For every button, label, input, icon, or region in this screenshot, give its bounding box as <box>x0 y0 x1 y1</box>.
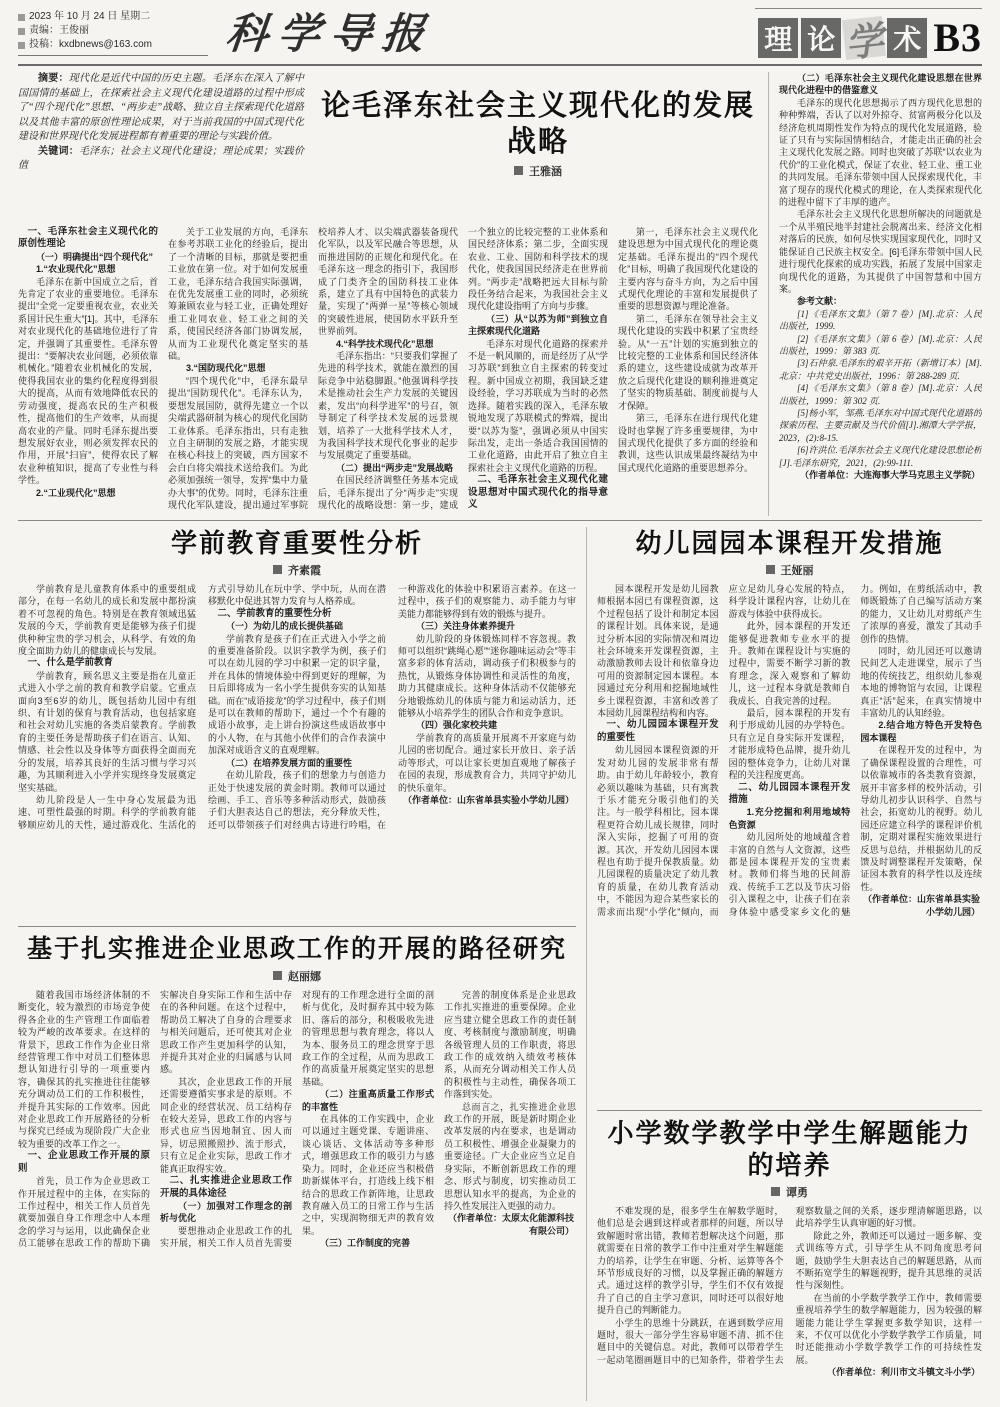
article-paragraph: 第三，毛泽东在进行现代化建设时也掌握了许多重要规律，为中国式现代化提供了多方面的经验和教训，这些认识成果最终凝结为中国式现代化道路的重要思想养分。 <box>618 413 758 473</box>
sub-heading: （三）从“以苏为师”到独立自主探索现代化道路 <box>468 313 608 337</box>
article-paragraph: 总而言之，扎实推进企业思政工作的开展，既是新时期企业改革发展的内在要求，也是调动员工积极性、增强企业凝聚力的重要途径。广大企业应当立足自身实际，不断创新思政工作的理念、形式与制度，切实推动员工思想认知水平的提高，为企业的持久性发展注入更强的动力。 <box>444 1101 576 1211</box>
article-paragraph: 毛泽东指出：“只要我们掌握了先进的科学技术，就能在激烈的国际竞争中站稳脚跟。”他强调科学技术是推动社会生产力发展的关键因素，发出“向科学进军”的号召，领导制定了科学技术发展的远景规划，培养了一大批科学技术人才，为我国科学技术现代化事业的起步与发展奠定了重要基础。 <box>318 351 458 461</box>
article1-body <box>18 226 758 514</box>
article-paragraph: 园本课程开发是幼儿园教师根据本园已有课程资源，这个过程包括了设计和制定本园的课程计划。具体来说，是通过分析本园的实际情况和周边社会环境来开发课程资源，主动激励教师去设计和依靠身边可用的资源制定园本课程。本园通过充分利用和挖掘地域性乡土课程资源，丰富和改善了本园幼儿园课程结构和内容。 <box>597 584 719 719</box>
article1 <box>18 66 982 521</box>
article4-byline: 赵丽娜 <box>18 968 576 984</box>
bullet-icon <box>18 28 25 35</box>
author-affiliation: （作者单位：太原太化能源科技有限公司） <box>447 1213 574 1236</box>
author-marker-icon <box>514 166 523 175</box>
bullet-icon <box>18 42 25 49</box>
author-affiliation: （作者单位：利川市文斗镇文斗小学） <box>826 1367 980 1378</box>
article-paragraph: 在幼儿阶段，孩子们的想象力与创造力正处于快速发展的黄金时期。教师可以通过绘画、手工、音乐等多种活动形式，鼓励孩子们大胆表达自己的想法，充分释放天性，还可以带领孩子们对经典古诗进行吟唱，在一种游戏化的体验中积累语言素养。在这一过程中，孩子们的观察能力、动手能力与审美能力都能够得到有效的锻炼与提升。 <box>208 584 576 830</box>
sub-heading: （二）提出“两步走”发展战略 <box>336 462 454 473</box>
abstract-text: 摘要：现代化是近代中国的历史主题。毛泽东在深入了解中国国情的基础上，在探索社会主义现代化建设道路的过程中形成了“四个现代化”思想、“两步走”战略、独立自主探索现代化道路以及其他丰富的原创性理论成果，对于当前我国的中国式现代化建设和世界现代化发展进程都有着重要的理论与实践价值。 <box>18 73 305 142</box>
author-marker-icon <box>273 565 282 574</box>
article-paragraph: 同时，幼儿园还可以邀请民间艺人走进课堂，展示了当地的传统技艺，组织幼儿参观本地的博物馆与农园，让课程真正“活”起来，在真实情境中丰富幼儿的认知经验。 <box>860 646 982 719</box>
section-char: 理 <box>758 18 798 58</box>
article2-body <box>18 583 576 919</box>
section-heading: 一、什么是学前教育 <box>27 657 114 669</box>
page-header <box>18 8 982 66</box>
article5-byline: 谭勇 <box>597 1184 982 1200</box>
article4 <box>18 933 576 1361</box>
submission-line: 投稿：kxdbnews@163.com <box>18 38 208 52</box>
sub-heading: （二）在培养发展方面的重要性 <box>226 757 353 768</box>
sub-heading: （三）工作制度的完善 <box>320 1238 411 1249</box>
article5-title: 小学数学教学中学生解题能力的培养 <box>607 1118 972 1180</box>
article-paragraph: 此外，园本课程的开发还能够促进教师专业水平的提升。教师在课程设计与实施的过程中，需要不断学习新的教育理念，深入观察和了解幼儿，这一过程本身就是教师自我成长、自我完善的过程。 <box>728 621 851 706</box>
article-paragraph: 幼儿园所处的地域蕴含着丰富的自然与人文资源，这些都是园本课程开发的宝贵素材。教师们将当地的民间游戏、传统手工艺以及节庆习俗引入课程之中，让孩子们在亲身体验中感受家乡文化的魅力。例如，在剪纸活动中，教师既锻炼了自己编写活动方案的能力，又让幼儿对剪纸产生了浓厚的喜爱，激发了其动手创作的热情。 <box>728 584 982 917</box>
author-marker-icon <box>273 971 282 980</box>
section-heading: 一、毛泽东社会主义现代化的原创性理论 <box>18 226 158 250</box>
reference-item: [3]石仲泉.毛泽东的艰辛开拓（新增订本）[M].北京：中共党史出版社，1996：第 288-289 页. <box>779 358 982 381</box>
keywords-text: 关键词：毛泽东；社会主义现代化建设；理论成果；实践价值 <box>18 145 305 171</box>
section-char: 学 <box>843 16 886 65</box>
sub-heading: （三）关注身体素养提升 <box>416 621 516 632</box>
article-paragraph: 随着我国市场经济体制的不断变化，较为激烈的市场竞争使得各企业的生产管理工作面临着较为严峻的改革要求。在这样的背景下，思政工作作为企业日常经营管理工作中对员工们整体思想认知进行引导的一项重要内容，确保其的扎实推进往往能够充分调动员工们的工作积极性，并提升其实际的工作效率。因此对企业思政工作开展路径的分析与探究已经成为现阶段广大企业较为重要的改革工作之一。 <box>18 990 150 1149</box>
author-affiliation: （作者单位：大连海事大学马克思主义学院） <box>799 470 980 480</box>
article3-body <box>597 583 982 1103</box>
article2-title: 学前教育重要性分析 <box>170 528 423 558</box>
article-paragraph: 毛泽东的现代化思想揭示了西方现代化思想的种种弊端，否认了以对外掠夺、贫富两极分化以及经济危机周期性发作为特点的现代化发展道路，验证了只有与实际国情相结合，才能走出正确的社会主义现代化发展之路。同时也突破了苏联“以农业为代价”的工业化模式，保证了农业、轻工业、重工业的共同发展。毛泽东带领中国人民探索现代化，丰富了现存的现代化模式的理论，在人类探索现代化的进程中留下了丰厚的遗产。 <box>779 97 982 208</box>
sub-heading: 1.“农业现代化”思想 <box>36 264 116 275</box>
section-heading: 一、企业思政工作开展的原则 <box>18 1150 150 1174</box>
article-paragraph: 学前教育的高质量开展离不开家庭与幼儿园的密切配合。通过家长开放日、亲子活动等形式，可以让家长更加直观地了解孩子在园的表现，形成教育合力，共同守护幼儿的快乐童年。 <box>398 732 576 793</box>
article-paragraph: 首先，员工作为企业思政工作开展过程中的主体，在实际的工作过程中，相关工作人员首先就要加强自身工作理念中人本理念的学习与运用，以此确保企业员工能够在思政工作的帮助下确实解决自身实际工作和生活中存在的各种问题。在这个过程中，帮助员工解决了自身的合理要求与相关问题后，还可使其对企业思政工作产生更加科学的认知，并提升其对企业的归属感与认同感。 <box>18 990 292 1249</box>
author-marker-icon <box>766 565 775 574</box>
article-paragraph: 不难发现的是，很多学生在解数学题时，他们总是会遇到这样或者那样的问题，所以导致解题时常出错，教师若想解决这个问题，那就需要在日常的教学工作中注重对学生解题能力的培养，让学生在审题、分析、运算等各个环节形成良好的习惯，以及掌握正确的解题方式。通过这样的教学引导，学生们不仅有效提升了自己的自主学习意识，同时还可以很好地提升自己的判断能力。 <box>597 1206 784 1316</box>
sub-heading: （一）明确提出“四个现代化” <box>36 251 154 262</box>
sub-heading: 1.充分挖掘和利用地域特色资源 <box>728 807 851 830</box>
article-paragraph: 在具体的工作实践中，企业可以通过主题党课、专题讲座、谈心谈话、文体活动等多种形式，增强思政工作的吸引力与感染力。同时，企业还应当积极借助新媒体平台，打造线上线下相结合的思政工作新阵地，让思政教育融入员工的日常工作与生活之中，实现润物细无声的教育效果。 <box>302 1114 434 1236</box>
editor-line: 责编：王俊丽 <box>18 24 208 38</box>
sub-heading: 4.“科学技术现代化”思想 <box>336 338 434 349</box>
section-heading: 二、扎实推进企业思政工作开展的具体途径 <box>160 1175 292 1199</box>
section-banner <box>755 8 982 65</box>
article-paragraph: 在国民经济调整任务基本完成后，毛泽东提出了分“两步走”实现现代化的战略设想：第一步，建成一个独立的比较完整的工业体系和国民经济体系；第二步，全面实现农业、工业、国防和科学技术的现代化，使我国国民经济走在世界前列。“两步走”战略把远大目标与阶段任务结合起来，为我国社会主义现代化建设指明了方向与步骤。 <box>318 227 608 510</box>
section-heading: 一、幼儿园园本课程开发的重要性 <box>597 719 719 743</box>
article-paragraph: 毛泽东对现代化道路的探索并不是一帆风顺的，而是经历了从“学习苏联”到独立自主探索的转变过程。新中国成立初期，我国缺乏建设经验，学习苏联成为当时的必然选择。随着实践的深入，毛泽东敏锐地发现了苏联模式的弊端，提出要“以苏为鉴”，强调必须从中国实际出发，走出一条适合我国国情的工业化道路，由此开启了独立自主探索社会主义现代化道路的历程。 <box>468 338 608 473</box>
article-paragraph: 毛泽东社会主义现代化思想所解决的问题就是一个从半殖民地半封建社会脱离出来、经济文化相对落后的民族，如何尽快实现国家现代化，同时又能保证自己民族主权安全。[6]毛泽东带领中国人民进行现代化探索的成功实践，拓展了发展中国家走向现代化的道路，为其提供了中国智慧和中国方案。 <box>779 209 982 294</box>
reference-item: [1]《毛泽东文集》（第 7 卷）[M].北京：人民出版社，1999. <box>779 308 982 332</box>
section-heading: 二、学前教育的重要性分析 <box>217 607 332 619</box>
article-paragraph: 学前教育，顾名思义主要是指在儿童正式进入小学之前的教育和教学启蒙。它重点面向3至6岁的幼儿，既包括幼儿园中有组织、有计划的保育与教育活动，也包括家庭和社会对幼儿实施的各类启蒙教育。学前教育的主要任务是帮助孩子们在语言、认知、情感、社会性以及身体等方面获得全面而充分的发展，培养其良好的生活习惯与学习兴趣，为其顺利进入小学并实现终身发展奠定坚实基础。 <box>18 670 196 793</box>
article-paragraph: 在当前的小学数学教学工作中，教师需要重视培养学生的数学解题能力，因为较强的解题能力能让学生掌握更多数学知识，这样一来，不仅可以优化小学数学教学工作质量，同时还能推动小学数学教学工作的可持续性发展。 <box>795 1292 982 1365</box>
sub-heading: （一）为幼儿的成长提供基础 <box>226 621 344 632</box>
divider <box>18 926 576 927</box>
sub-heading: （四）强化家校共建 <box>416 720 498 731</box>
article4-body <box>18 989 576 1361</box>
section-heading: 二、幼儿园园本课程开发措施 <box>728 781 851 805</box>
section-char: 论 <box>801 18 841 58</box>
section-heading: 二、毛泽东社会主义现代化建设思想对中国式现代化的指导意义 <box>468 474 608 510</box>
article-paragraph: 要想推动企业思政工作的扎实开展，相关工作人员首先需要对现有的工作理念进行全面的剖析与优化，及时摒弃其中较为陈旧、落后的部分，积极吸收先进的管理思想与教育理念，将以人为本、服务员工的理念贯穿于思政工作的全过程，从而为思政工作的高质量开展奠定坚实的思想基础。 <box>160 990 434 1249</box>
publication-info <box>18 8 208 56</box>
article3-byline: 王娅丽 <box>597 562 982 578</box>
article5-body <box>597 1205 982 1407</box>
sub-heading: 2.“工业现代化”思想 <box>36 487 116 498</box>
article-paragraph: 第二，毛泽东在领导社会主义现代化建设的实践中积累了宝贵经验。从“一五”计划的实施到独立的比较完整的工业体系和国民经济体系的建立，这些建设成就为改革开放之后现代化建设的顺利推进奠定了坚实的物质基础、制度前提与人才保障。 <box>618 313 758 411</box>
sub-heading: 参考文献： <box>797 296 843 307</box>
article1-byline: 王雅涵 <box>318 163 758 179</box>
article-paragraph: 幼儿阶段的身体锻炼同样不容忽视。教师可以组织“跳绳心愿”“迷你趣味运动会”等丰富多彩的体育活动，调动孩子们积极参与的热忱，从锻炼身体协调性和灵活性的角度，助力其健康成长。这种身体活动不仅能够充分地锻炼幼儿的体质与能力和运动活力，还能够从小培养学生的团队合作和竞争意识。 <box>398 633 576 719</box>
reference-item: [4]《毛泽东文集》（第 8 卷）[M].北京：人民出版社，1999：第 302 页. <box>779 383 982 406</box>
article2-byline: 齐素霞 <box>18 562 576 578</box>
article1-title: 论毛泽东社会主义现代化的发展战略 <box>320 90 755 158</box>
reference-item: [6]许洪位.毛泽东社会主义现代化建设思想论析[J].毛泽东研究，2021，(2):99-111. <box>779 445 982 468</box>
author-affiliation: （作者单位：山东省单县实验小学幼儿园） <box>862 894 980 917</box>
divider <box>597 1110 982 1111</box>
article-paragraph: 幼儿园园本课程资源的开发对幼儿园的发展非常有帮助。由于幼儿年龄较小，教育必须以趣味为基础，只有寓教于乐才能充分吸引他们的关注。与一般学科相比，园本课程更符合幼儿成长规律，同时深入实际，挖掘了可用的资源。其次，开发幼儿园园本课程也有助于提升保教质量。幼儿园课程的质量决定了幼儿教育的质量，在幼儿教育活动中，不能因为迎合某些家长的需求而出现“小学化”倾向，而应立足幼儿身心发展的特点，科学设计课程内容，让幼儿在游戏与体验中获得成长。 <box>597 584 851 917</box>
sub-heading: （二）毛泽东社会主义现代化建设思想在世界现代化进程中的借鉴意义 <box>779 73 982 96</box>
article-paragraph: 完善的制度体系是企业思政工作扎实推进的重要保障。企业应当建立健全思政工作的责任制度、考核制度与激励制度，明确各级管理人员的工作职责，将思政工作的成效纳入绩效考核体系，从而充分调动相关工作人员的积极性与主动性，确保各项工作落到实处。 <box>444 990 576 1100</box>
article5 <box>597 1117 982 1407</box>
article4-title: 基于扎实推进企业思政工作的开展的路径研究 <box>26 935 567 963</box>
sub-heading: （一）加强对工作理念的剖析与优化 <box>160 1200 292 1224</box>
date-line: 2023 年 10 月 24 日 星期二 <box>18 10 208 24</box>
lower-page <box>18 521 982 1401</box>
reference-item: [5]杨小军，邹燕.毛泽东对中国式现代化道路的探索历程、主要贡献及当代价值[J].湘潭大学学报，2023，(2):8-15. <box>779 407 982 443</box>
article-paragraph: “四个现代化”中，毛泽东最早提出“国防现代化”。毛泽东认为，要想发展国防，就得先建立一个以尖端武器研制为核心的现代化国防工业体系。毛泽东指出，只有走独立自主研制的发展之路，才能实现在核心科技上的突破，西方国家不会白白将尖端技术送给我们。为此必须加强统一领导，发挥“集中力量办大事”的优势。同时，毛泽东注重现代化军队建设，提出通过军事院校培养人才、以尖端武器装备现代化军队，以及军民融合等思想，从而推进国防的正规化和现代化。在毛泽东这一理念的指引下，我国形成了门类齐全的国防科技工业体系，建立了具有中国特色的武装力量，实现了“两弹一星”等核心领域的突破性进展，使国防水平跃升至世界前列。 <box>168 227 458 510</box>
article-paragraph: 学前教育是儿童教育体系中的重要组成部分，在每一名幼儿的成长和发展中都扮演着不可忽视的角色。特别是在教育领域迅猛发展的今天，学前教育更是能够为孩子们提供种种宝贵的学习机会，从科学、有效的角度全面助力幼儿的健康成长与发展。 <box>18 584 196 657</box>
bullet-icon <box>18 14 25 21</box>
reference-item: [2]《毛泽东文集》（第 6 卷）[M].北京：人民出版社，1999：第 383 页. <box>779 333 982 356</box>
sub-heading: （二）注重高质量工作形式的丰富性 <box>302 1089 434 1112</box>
article-paragraph: 毛泽东在新中国成立之后，首先肯定了农业的重要地位。毛泽东提出“全党一定要重视农业，农业关系国计民生重大”[1]。其中，毛泽东对农业现代化的基础地位进行了肯定，并强调了其重要性。毛泽东曾提出：“要解决农业问题，必须依靠机械化。”随着农业机械化的发展，使得我国农业的集约化程度得到很大的提高，从而有效地降低农民的劳动强度，提高农民的生产积极性，提高他们的生产效率，从而提高农业的产量。同时毛泽东提出要想发展好农业，则必须发挥农民的作用，开展“扫盲”，使得农民了解农业种植知识，提高了专业性与科学性。 <box>18 276 158 486</box>
article-paragraph: 其次，企业思政工作的开展还需要遵循实事求是的原则。不同企业的经营状况、员工结构存在较大差异，思政工作的内容与形式也应当因地制宜、因人而异，切忌照搬照抄、流于形式，只有立足企业实际，思政工作才能真正取得实效。 <box>160 1076 292 1174</box>
author-affiliation: （作者单位：山东省单县实验小学幼儿园） <box>402 794 574 805</box>
sub-heading: 3.“国防现代化”思想 <box>186 363 266 374</box>
article-paragraph: 幼儿阶段是人一生中身心发展最为迅速、可塑性最强的时期。科学的学前教育能够顺应幼儿的天性，通过游戏化、生活化的方式引导幼儿在玩中学、学中玩，从而在潜移默化中促进其智力发育与人格养成。 <box>18 584 386 830</box>
article-paragraph: 关于工业发展的方向，毛泽东在参考苏联工业化的经验后，提出了一个清晰的目标，那就是要把重工业放在第一位。对于如何发展重工业，毛泽东结合我国实际强调，在优先发展重工业的同时，必须统筹兼顾农业与轻工业，正确处理好重工业同农业、轻工业之间的关系，使国民经济各部门协调发展，从而为工业现代化奠定坚实的基础。 <box>168 227 308 362</box>
masthead-title: 科学导报 <box>223 9 437 58</box>
article-paragraph: 小学生的思维十分跳跃，在遇到数学应用题时，很大一部分学生容易审题不清、抓不住题目中的关键信息。对此，教师可以带着学生一起动笔圈画题目中的已知条件，带着学生去观察数量之间的关系，逐步理清解题思路，以此培养学生认真审题的好习惯。 <box>597 1206 982 1365</box>
article-paragraph: 除此之外，教师还可以通过一题多解、变式训练等方式，引导学生从不同角度思考问题，鼓励学生大胆表达自己的解题思路，从而不断拓宽学生的解题视野，提升其思维的灵活性与深刻性。 <box>795 1230 982 1291</box>
article-paragraph: 学前教育是孩子们在正式进入小学之前的重要准备阶段。以识字教学为例，孩子们可以在幼儿园的学习中积累一定的识字量，并在具体的情境体验中得到更好的理解，为日后即将成为一名小学生提供夯实的认知基础。而在“成语接龙”的学习过程中，孩子们则是可以在教师的帮助下，通过一个个有趣的成语小故事，走上讲台扮演这些成语故事中的小人物，在与其他小伙伴们的合作表演中加深对成语含义的直观理解。 <box>208 633 386 756</box>
article-paragraph: 最后，园本课程的开发有利于形成幼儿园的办学特色。只有立足自身实际开发课程，才能形成特色品牌，提升幼儿园的整体竞争力，让幼儿对课程的关注程度更高。 <box>728 708 851 781</box>
article3-title: 幼儿园园本课程开发措施 <box>635 528 944 558</box>
article1-continuation <box>768 72 982 516</box>
author-marker-icon <box>771 1187 780 1196</box>
abstract-box <box>18 72 318 222</box>
article-paragraph: 第一，毛泽东社会主义现代化建设思想为中国式现代化的理论奠定基础。毛泽东提出的“四个现代化”目标，明确了我国现代化建设的主要内容与奋斗方向，为之后中国式现代化理论的丰富和发展提供了重要的思想资源与理论准备。 <box>618 227 758 312</box>
section-char: 术 <box>887 18 927 58</box>
article-paragraph: 在课程开发的过程中，为了确保课程设置的合理性，可以依靠城市的各类教育资源，展开丰富多样的校外活动，引导幼儿初步认识科学、自然与社会，拓宽幼儿的视野。幼儿园还应建立科学的课程评价机制，定期对课程实施效果进行反思与总结，并根据幼儿的反馈及时调整课程开发策略，保证园本教育的科学性以及连续性。 <box>860 745 982 892</box>
article2 <box>18 527 576 919</box>
article3 <box>597 527 982 1103</box>
sub-heading: 2.结合地方特色开发特色园本课程 <box>860 720 982 743</box>
page-number: B3 <box>933 15 982 60</box>
